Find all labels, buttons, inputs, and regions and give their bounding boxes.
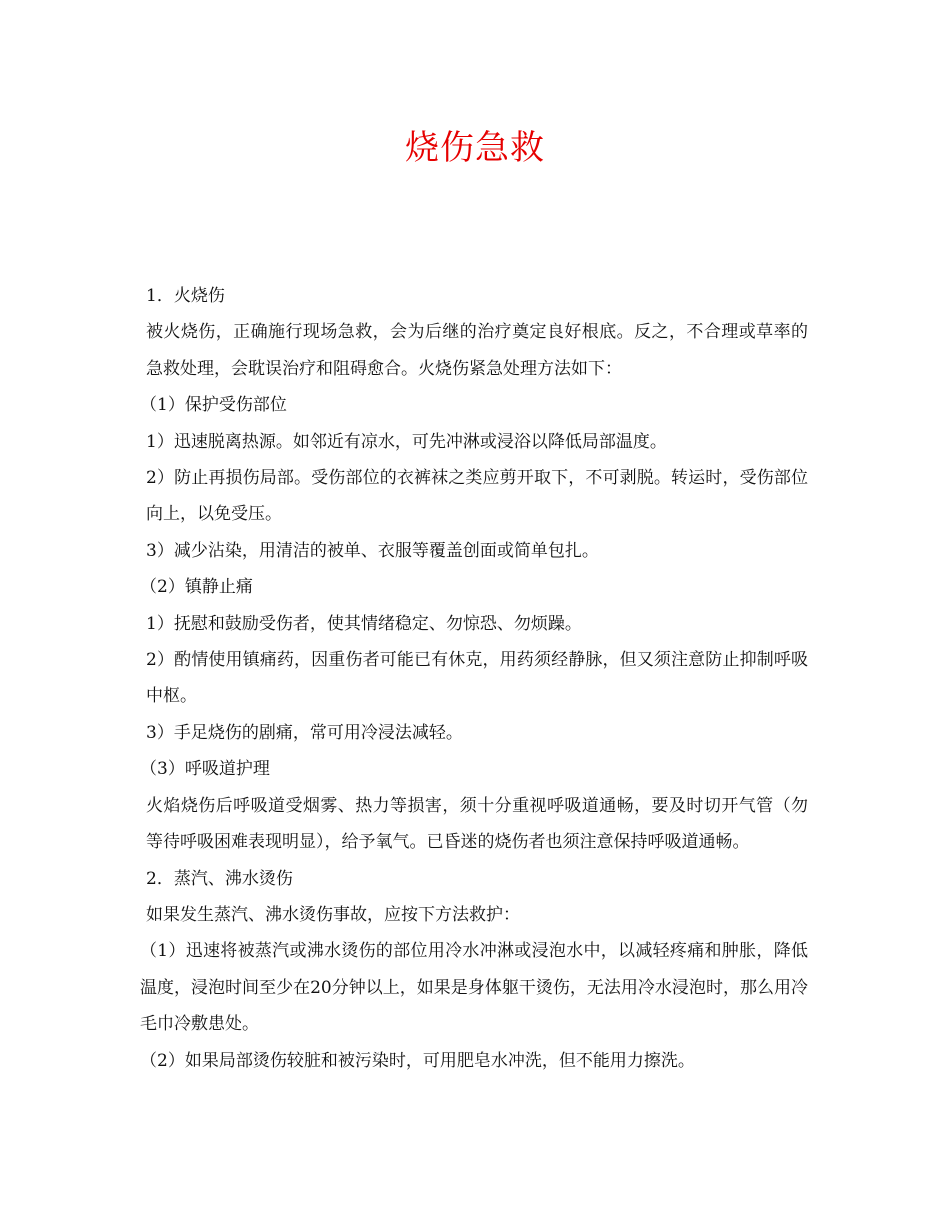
list-item: 2）酌情使用镇痛药，因重伤者可能已有休克，用药须经静脉，但又须注意防止抑制呼吸中枢。 (146, 650, 808, 707)
subheading-protect: （1）保护受伤部位 (140, 395, 287, 416)
section-heading-steam-scald: 2．蒸汽、沸水烫伤 (146, 868, 293, 889)
paragraph-intro: 被火烧伤，正确施行现场急救，会为后继的治疗奠定良好根底。反之，不合理或草率的急救处理，会耽误治疗和阻碍愈合。火烧伤紧急处理方法如下： (146, 322, 808, 379)
paragraph-airway: 火焰烧伤后呼吸道受烟雾、热力等损害，须十分重视呼吸道通畅，要及时切开气管（勿等待呼吸困难表现明显），给予氧气。已昏迷的烧伤者也须注意保持呼吸道通畅。 (146, 795, 808, 853)
list-item: 3）减少沾染，用清洁的被单、衣服等覆盖创面或简单包扎。 (146, 540, 599, 561)
list-item: 3）手足烧伤的剧痛，常可用冷浸法减轻。 (146, 722, 463, 743)
list-item: 1）迅速脱离热源。如邻近有凉水，可先冲淋或浸浴以降低局部温度。 (146, 431, 667, 452)
list-item: 2）防止再损伤局部。受伤部位的衣裤袜之类应剪开取下，不可剥脱。转运时，受伤部位向上，以免受压。 (146, 468, 808, 525)
paragraph-steam-intro: 如果发生蒸汽、沸水烫伤事故，应按下方法救护： (146, 904, 520, 925)
document-body (140, 278, 808, 1079)
list-item: （1）迅速将被蒸汽或沸水烫伤的部位用冷水冲淋或浸泡水中，以减轻疼痛和肿胀，降低温度，浸泡时间至少在20分钟以上，如果是身体躯干烫伤，无法用冷水浸泡时，那么用冷毛巾冷敷患处。 (140, 941, 808, 1035)
document-title: 烧伤急救 (405, 128, 545, 168)
list-item: 1）抚慰和鼓励受伤者，使其情绪稳定、勿惊恐、勿烦躁。 (146, 613, 582, 634)
section-heading-fire-burn: 1．火烧伤 (146, 286, 225, 306)
subheading-airway: （3）呼吸道护理 (140, 759, 270, 780)
subheading-sedation: （2）镇静止痛 (140, 577, 253, 598)
list-item: （2）如果局部烫伤较脏和被污染时，可用肥皂水冲洗，但不能用力擦洗。 (140, 1050, 695, 1071)
